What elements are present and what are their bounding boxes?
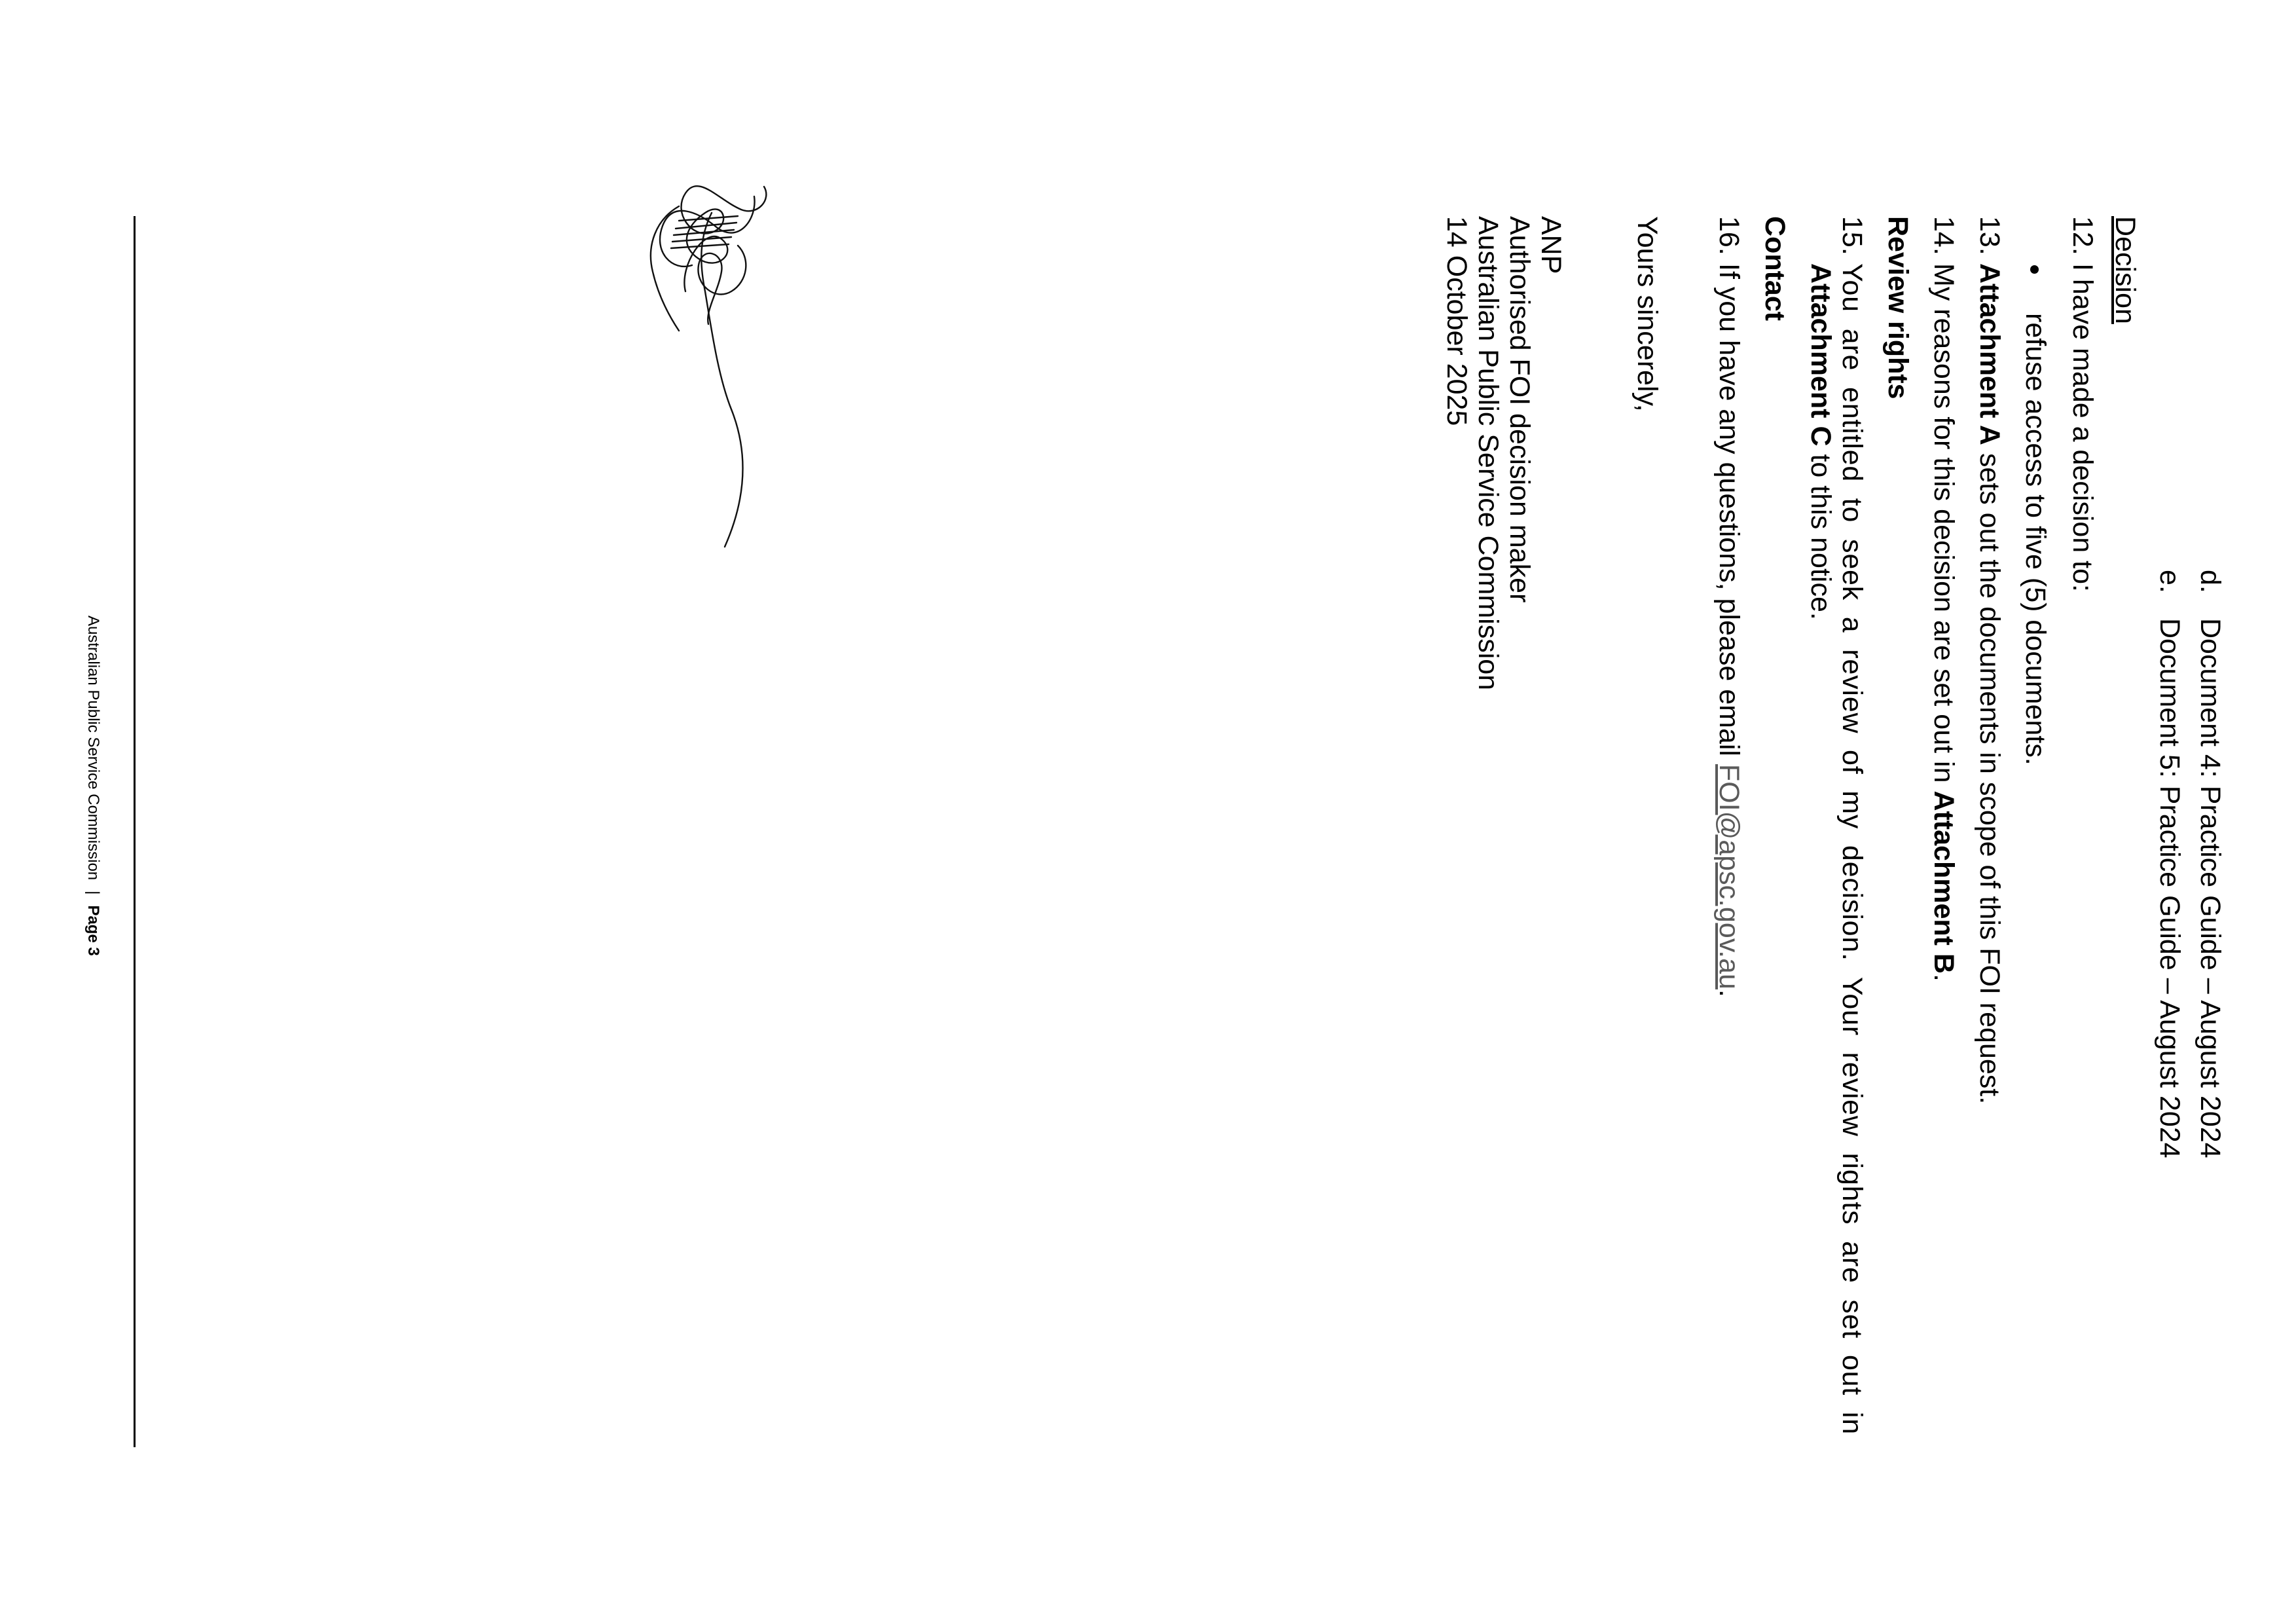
paragraph-text: I have made a decision to: (2067, 263, 2098, 592)
paragraph-14 (1927, 216, 1961, 982)
page-number: Page 3 (84, 905, 102, 956)
paragraph-12 (2066, 216, 2100, 592)
email-link[interactable]: FOI@apsc.gov.au (1713, 764, 1745, 989)
bullet-item: refuse access to five (5) documents. (2020, 313, 2051, 766)
paragraph-text: to this notice. (1805, 446, 1836, 620)
paragraph-end: . (1928, 973, 1959, 982)
footer-organisation: Australian Public Service Commission (84, 616, 102, 881)
list-item-text: Document 4: Practice Guide – August 2024 (2195, 618, 2226, 1158)
paragraph-text: sets out the documents in scope of this FOI request. (1974, 445, 2005, 1105)
paragraph-number: 15. (1836, 216, 1868, 255)
attachment-b-ref: Attachment B (1928, 790, 1959, 974)
paragraph-number: 16. (1713, 216, 1745, 255)
list-item-text: Document 5: Practice Guide – August 2024 (2154, 618, 2185, 1158)
paragraph-13 (1973, 216, 2007, 1104)
bullet-icon (2030, 265, 2039, 274)
decision-heading: Decision (2109, 216, 2141, 324)
contact-heading: Contact (1759, 216, 1791, 322)
signature-image (568, 160, 777, 553)
signatory-name: ANP (1535, 216, 1567, 274)
paragraph-number: 14. (1928, 216, 1959, 255)
attachment-c-ref: Attachment C (1805, 263, 1836, 447)
footer-divider (134, 216, 136, 1447)
review-rights-heading: Review rights (1882, 216, 1914, 399)
salutation: Yours sincerely, (1631, 216, 1663, 412)
paragraph-16 (1712, 216, 1746, 997)
list-item-letter: d. (2195, 570, 2226, 593)
letter-date: 14 October 2025 (1441, 216, 1472, 426)
paragraph-15-continued (1804, 263, 1838, 620)
paragraph-text: My reasons for this decision are set out in (1928, 263, 1959, 791)
signatory-organisation: Australian Public Service Commission (1472, 216, 1504, 691)
list-item-letter: e. (2154, 570, 2185, 593)
footer-separator: | (84, 891, 102, 895)
paragraph-number: 12. (2067, 216, 2098, 255)
list-item-e (2153, 570, 2187, 1158)
footer (83, 616, 103, 956)
paragraph-text: If you have any questions, please email (1713, 263, 1745, 764)
list-item-d (2193, 570, 2227, 1158)
paragraph-end: . (1713, 989, 1745, 997)
paragraph-number: 13. (1974, 216, 2005, 255)
attachment-a-ref: Attachment A (1974, 263, 2005, 445)
signatory-role: Authorised FOI decision maker (1504, 216, 1535, 603)
paragraph-text: You are entitled to seek a review of my decision. Your review rights are set out in (1836, 263, 1868, 1435)
paragraph-15 (1835, 216, 1869, 1435)
